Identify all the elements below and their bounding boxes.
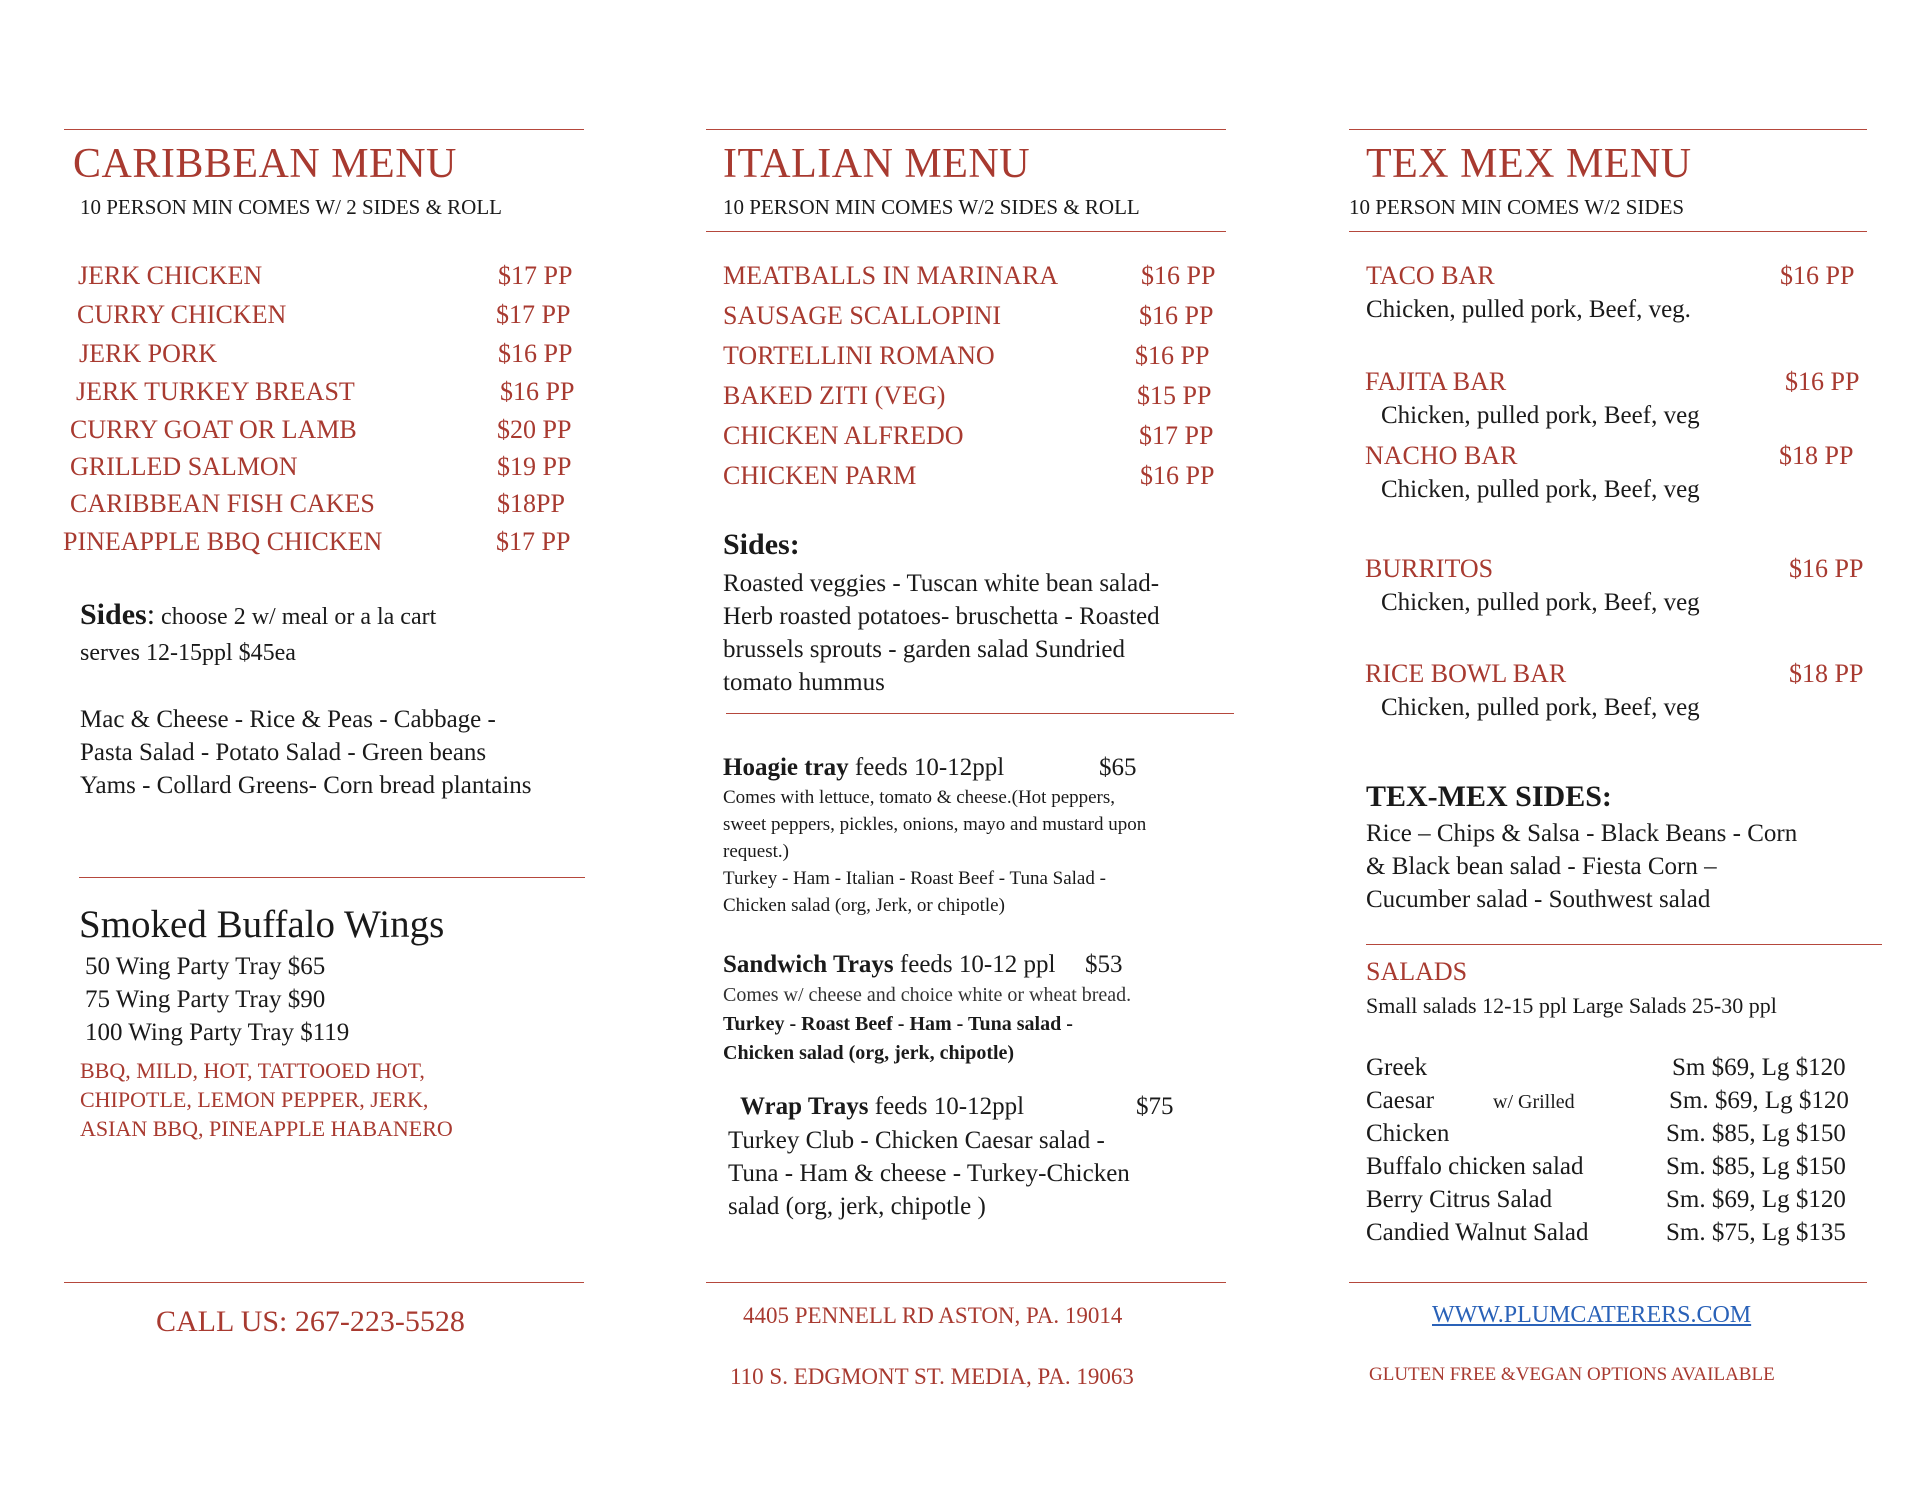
menu-item-price: $17 PP xyxy=(496,527,571,556)
wing-flavor-line: ASIAN BBQ, PINEAPPLE HABANERO xyxy=(80,1116,453,1141)
menu-item-name: CURRY CHICKEN xyxy=(77,300,287,329)
salad-price: Sm. $75, Lg $135 xyxy=(1666,1219,1846,1246)
salad-price: Sm. $69, Lg $120 xyxy=(1666,1186,1846,1213)
sides-serves: serves 12-15ppl $45ea xyxy=(80,640,296,666)
sides-colon: : xyxy=(146,598,156,631)
salad-name: Chicken xyxy=(1366,1120,1450,1147)
menu-item-name: JERK CHICKEN xyxy=(78,261,263,290)
sides-line: Rice – Chips & Salsa - Black Beans - Corn xyxy=(1366,820,1798,847)
sandwich-option-line: Turkey - Roast Beef - Ham - Tuna salad - xyxy=(723,1013,1073,1035)
menu-item-price: $18 PP xyxy=(1789,659,1864,688)
hoagie-price: $65 xyxy=(1099,754,1137,781)
hoagie-detail-line: Chicken salad (org, Jerk, or chipotle) xyxy=(723,895,1005,916)
menu-item-name: FAJITA BAR xyxy=(1365,367,1507,396)
menu-item-price: $20 PP xyxy=(497,415,572,444)
wrap-options xyxy=(728,1124,1130,1223)
menu-item-price: $17 PP xyxy=(498,261,573,290)
wrap-option-line: Tuna - Ham & cheese - Turkey-Chicken xyxy=(728,1160,1130,1187)
menu-item-price: $16 PP xyxy=(1789,554,1864,583)
salad-price: Sm $69, Lg $120 xyxy=(1672,1054,1846,1081)
caribbean-title: CARIBBEAN MENU xyxy=(73,141,457,187)
menu-item-price: $16 PP xyxy=(1141,261,1216,290)
divider xyxy=(706,231,1226,232)
menu-item-name: CARIBBEAN FISH CAKES xyxy=(70,489,375,518)
menu-item-price: $15 PP xyxy=(1137,381,1212,410)
texmex-sides-list xyxy=(1366,817,1797,916)
menu-item-price: $16 PP xyxy=(500,377,575,406)
wrap-header xyxy=(740,1093,1024,1121)
menu-item-name: CURRY GOAT OR LAMB xyxy=(70,415,357,444)
salads-sizes: Small salads 12-15 ppl Large Salads 25-30 ppl xyxy=(1366,993,1777,1018)
sides-line: & Black bean salad - Fiesta Corn – xyxy=(1366,853,1717,880)
caribbean-sides-intro xyxy=(80,598,436,632)
sides-line: brussels sprouts - garden salad Sundried xyxy=(723,636,1126,663)
hoagie-name: Hoagie tray xyxy=(723,754,849,781)
divider xyxy=(726,713,1234,714)
divider xyxy=(64,129,584,130)
hoagie-feeds: feeds 10-12ppl xyxy=(848,754,1005,781)
menu-item-name: SAUSAGE SCALLOPINI xyxy=(723,301,1002,330)
italian-title: ITALIAN MENU xyxy=(723,141,1031,187)
sandwich-option-line: Chicken salad (org, jerk, chipotle) xyxy=(723,1042,1015,1064)
divider xyxy=(64,1282,584,1283)
sandwich-header xyxy=(723,951,1055,979)
menu-item-desc: Chicken, pulled pork, Beef, veg xyxy=(1381,589,1700,616)
hoagie-detail-line: sweet peppers, pickles, onions, mayo and mustard upon xyxy=(723,814,1147,835)
wing-tray: 50 Wing Party Tray $65 xyxy=(85,953,326,980)
menu-item-name: CHICKEN ALFREDO xyxy=(723,421,964,450)
menu-item-price: $16 PP xyxy=(498,339,573,368)
salad-name: Candied Walnut Salad xyxy=(1366,1219,1589,1246)
sides-line: Pasta Salad - Potato Salad - Green beans xyxy=(80,739,487,766)
call-us: CALL US: 267-223-5528 xyxy=(156,1305,465,1338)
hoagie-detail-line: request.) xyxy=(723,841,789,862)
wrap-feeds: feeds 10-12ppl xyxy=(868,1093,1025,1120)
hoagie-header xyxy=(723,754,1004,782)
salad-name: Caesar xyxy=(1366,1087,1435,1114)
italian-sides-list xyxy=(723,567,1160,699)
menu-item-price: $17 PP xyxy=(496,300,571,329)
sandwich-price: $53 xyxy=(1085,951,1123,978)
italian-subtitle: 10 PERSON MIN COMES W/2 SIDES & ROLL xyxy=(723,195,1140,219)
hoagie-detail-line: Comes with lettuce, tomato & cheese.(Hot peppers, xyxy=(723,787,1116,808)
divider xyxy=(1366,944,1882,945)
menu-item-name: CHICKEN PARM xyxy=(723,461,917,490)
sandwich-name: Sandwich Trays xyxy=(723,951,894,978)
sides-line: Roasted veggies - Tuscan white bean salad- xyxy=(723,570,1160,597)
sides-line: Mac & Cheese - Rice & Peas - Cabbage - xyxy=(80,706,496,733)
wing-tray: 75 Wing Party Tray $90 xyxy=(85,986,326,1013)
wrap-price: $75 xyxy=(1136,1093,1174,1120)
menu-item-price: $17 PP xyxy=(1139,421,1214,450)
divider xyxy=(706,129,1226,130)
wing-tray: 100 Wing Party Tray $119 xyxy=(85,1019,350,1046)
sandwich-options xyxy=(723,1010,1073,1068)
wings-heading: Smoked Buffalo Wings xyxy=(79,903,445,946)
wrap-option-line: salad (org, jerk, chipotle ) xyxy=(728,1193,986,1220)
divider xyxy=(1349,129,1867,130)
sandwich-note: Comes w/ cheese and choice white or wheat bread. xyxy=(723,984,1132,1006)
menu-item-name: BURRITOS xyxy=(1365,554,1494,583)
menu-item-name: BAKED ZITI (VEG) xyxy=(723,381,946,410)
sides-list xyxy=(80,703,532,802)
menu-item-name: JERK TURKEY BREAST xyxy=(76,377,355,406)
menu-item-price: $16 PP xyxy=(1140,461,1215,490)
sides-line: Herb roasted potatoes- bruschetta - Roasted xyxy=(723,603,1160,630)
menu-item-desc: Chicken, pulled pork, Beef, veg xyxy=(1381,694,1700,721)
wings-trays xyxy=(85,950,349,1049)
menu-item-name: MEATBALLS IN MARINARA xyxy=(723,261,1059,290)
menu-item-name: NACHO BAR xyxy=(1365,441,1518,470)
caesar-note: w/ Grilled xyxy=(1493,1091,1575,1113)
gluten-free-note: GLUTEN FREE &VEGAN OPTIONS AVAILABLE xyxy=(1369,1364,1775,1385)
sides-line: tomato hummus xyxy=(723,669,885,696)
menu-item-desc: Chicken, pulled pork, Beef, veg xyxy=(1381,476,1700,503)
texmex-subtitle: 10 PERSON MIN COMES W/2 SIDES xyxy=(1349,195,1685,219)
salad-price: Sm. $85, Lg $150 xyxy=(1666,1153,1846,1180)
menu-item-name: TACO BAR xyxy=(1366,261,1495,290)
hoagie-detail-line: Turkey - Ham - Italian - Roast Beef - Tuna Salad - xyxy=(723,868,1106,889)
menu-item-price: $16 PP xyxy=(1785,367,1860,396)
wing-flavor-line: CHIPOTLE, LEMON PEPPER, JERK, xyxy=(80,1087,429,1112)
menu-item-price: $18PP xyxy=(497,489,565,518)
salad-price: Sm. $85, Lg $150 xyxy=(1666,1120,1846,1147)
wrap-option-line: Turkey Club - Chicken Caesar salad - xyxy=(728,1127,1105,1154)
salad-name: Buffalo chicken salad xyxy=(1366,1153,1584,1180)
sides-line: Cucumber salad - Southwest salad xyxy=(1366,886,1711,913)
address-aston: 4405 PENNELL RD ASTON, PA. 19014 xyxy=(743,1303,1123,1328)
salad-name: Greek xyxy=(1366,1054,1428,1081)
sides-line: Yams - Collard Greens- Corn bread plantains xyxy=(80,772,532,799)
caribbean-subtitle: 10 PERSON MIN COMES W/ 2 SIDES & ROLL xyxy=(80,195,502,219)
website-link[interactable]: WWW.PLUMCATERERS.COM xyxy=(1432,1302,1752,1328)
menu-item-price: $19 PP xyxy=(497,452,572,481)
wrap-name: Wrap Trays xyxy=(740,1093,869,1120)
sides-intro: choose 2 w/ meal or a la cart xyxy=(155,604,437,630)
texmex-title: TEX MEX MENU xyxy=(1366,141,1692,187)
menu-item-price: $18 PP xyxy=(1779,441,1854,470)
menu-item-price: $16 PP xyxy=(1780,261,1855,290)
wing-flavor-line: BBQ, MILD, HOT, TATTOOED HOT, xyxy=(80,1058,425,1083)
menu-item-desc: Chicken, pulled pork, Beef, veg xyxy=(1381,402,1700,429)
menu-item-price: $16 PP xyxy=(1139,301,1214,330)
salads-heading: SALADS xyxy=(1366,957,1468,986)
salad-price: Sm. $69, Lg $120 xyxy=(1669,1087,1849,1114)
menu-item-desc: Chicken, pulled pork, Beef, veg. xyxy=(1366,296,1691,323)
divider xyxy=(79,877,585,878)
sandwich-feeds: feeds 10-12 ppl xyxy=(893,951,1056,978)
menu-item-name: TORTELLINI ROMANO xyxy=(723,341,995,370)
divider xyxy=(1349,231,1867,232)
sides-heading: Sides xyxy=(80,598,147,631)
menu-item-name: PINEAPPLE BBQ CHICKEN xyxy=(63,527,383,556)
menu-item-name: JERK PORK xyxy=(79,339,217,368)
wings-flavors xyxy=(80,1056,453,1143)
menu-item-name: RICE BOWL BAR xyxy=(1365,659,1567,688)
hoagie-details xyxy=(723,784,1146,919)
texmex-sides-heading: TEX-MEX SIDES: xyxy=(1366,780,1612,813)
salad-name: Berry Citrus Salad xyxy=(1366,1186,1553,1213)
italian-sides-heading: Sides: xyxy=(723,528,800,561)
divider xyxy=(1349,1282,1867,1283)
menu-item-price: $16 PP xyxy=(1135,341,1210,370)
divider xyxy=(706,1282,1226,1283)
menu-item-name: GRILLED SALMON xyxy=(70,452,298,481)
address-media: 110 S. EDGMONT ST. MEDIA, PA. 19063 xyxy=(730,1364,1134,1389)
